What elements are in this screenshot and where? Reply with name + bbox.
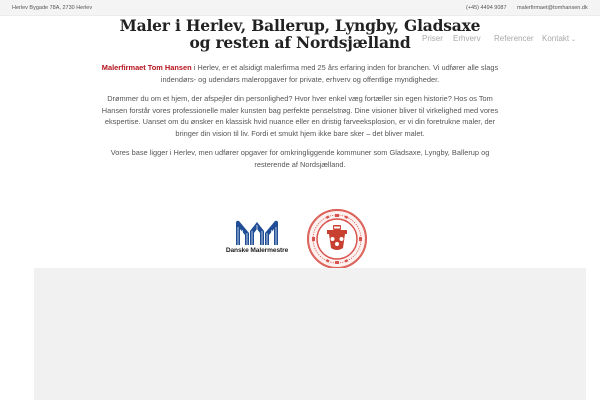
paragraph-area: Vores base ligger i Herlev, men udfører opgaver for omkringliggende kommuner som Gladsaxe, Lyngby, Ballerup og resterende af Nordsjælland. bbox=[110, 148, 490, 169]
danske-malermestre-mark-icon bbox=[234, 219, 280, 245]
page-title-line1: Maler i Herlev, Ballerup, Lyngby, Gladsaxe bbox=[119, 16, 481, 35]
intro-text: i Herlev, er et alsidigt malerfirma med 25 års erfaring inden for branchen. Vi udfører alle slags indendørs- og udendørs maleropgaver for private, erhverv og offentlige myndigheder. bbox=[160, 63, 499, 84]
nav-item-kontakt[interactable] bbox=[542, 34, 576, 43]
intro-paragraph bbox=[100, 62, 500, 85]
email-link[interactable]: malerfirmaet@tomhansen.dk bbox=[517, 5, 588, 11]
nav-item-priser[interactable]: Priser bbox=[422, 34, 443, 43]
paragraph-dream: Drømmer du om et hjem, der afspejler din personlighed? Hvor hver enkel væg fortæller sin egen historie? Hos os Tom Hansen forstår vores professionelle maler kunsten bag perfekte penselstrøg. Dine visioner bliver til virkelighed med vores ekspertise. Uanset om du ønsker en klassisk hvid nuance eller en dristig farveeksplosion, er vi din foretrukne maler, der bringer din vision til liv. Fordi et smukt hjem ikke bare sker – det bliver malet. bbox=[101, 94, 499, 138]
nav-item-erhverv[interactable]: Erhverv bbox=[453, 34, 481, 43]
top-info-bar bbox=[0, 0, 600, 16]
phone-link[interactable]: (+45) 4494 9087 bbox=[466, 5, 507, 11]
brand-name: Malerfirmaet Tom Hansen bbox=[101, 63, 192, 72]
image-placeholder-block bbox=[34, 268, 586, 400]
intro-section bbox=[100, 17, 500, 170]
danske-malermestre-logo[interactable] bbox=[222, 219, 292, 261]
page-title bbox=[100, 17, 500, 51]
chevron-down-icon: ⌄ bbox=[571, 37, 577, 43]
page-title-line2: og resten af Nordsjælland bbox=[189, 33, 411, 52]
address-text: Herlev Bygade 78A, 2730 Herlev bbox=[12, 5, 93, 11]
guild-seal-icon[interactable] bbox=[306, 208, 368, 270]
danske-malermestre-label: Danske Malermestre bbox=[225, 247, 289, 254]
nav-item-referencer[interactable]: Referencer bbox=[494, 34, 534, 43]
nav-item-kontakt-label: Kontakt bbox=[542, 34, 570, 43]
